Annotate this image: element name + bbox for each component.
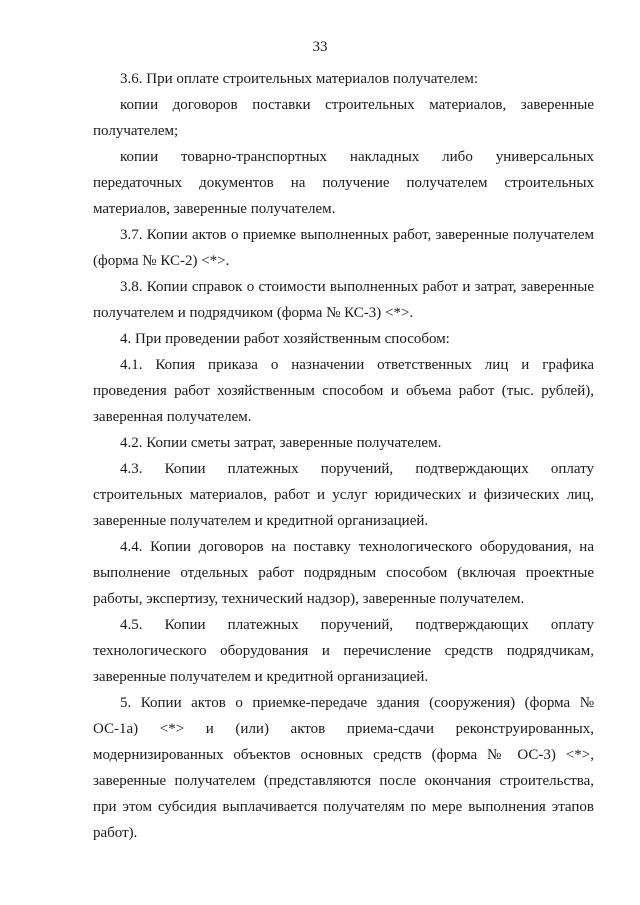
paragraph-4-1: 4.1. Копия приказа о назначении ответственных лиц и графика проведения работ хозяйственным способом и объема работ (тыс. рублей), заверенная получателем. (93, 357, 594, 425)
paragraph-supply-contracts: копии договоров поставки строительных материалов, заверенные получателем; (93, 97, 594, 139)
paragraph-4-5: 4.5. Копии платежных поручений, подтверждающих оплату технологического оборудования и перечисление средств подрядчикам, заверенные получателем и кредитной организацией. (93, 617, 594, 685)
paragraph-3-8: 3.8. Копии справок о стоимости выполненных работ и затрат, заверенные получателем и подрядчиком (форма № КС-3) <*>. (93, 279, 594, 321)
paragraph-4: 4. При проведении работ хозяйственным способом: (120, 331, 450, 347)
paragraph-4-2: 4.2. Копии сметы затрат, заверенные получателем. (120, 435, 442, 451)
paragraph-waybills: копии товарно-транспортных накладных либо универсальных передаточных документов на получение получателем строительных материалов, заверенные получателем. (93, 149, 594, 217)
paragraph-5: 5. Копии актов о приемке-передаче здания (сооружения) (форма № ОС-1а) <*> и (или) актов приема-сдачи реконструированных, модернизированных объектов основных средств (форма № ОС-3) <*>, заверенные получателем (представляются после окончания строительства, при этом субсидия выплачивается получателям по мере выполнения этапов работ). (93, 695, 594, 841)
document-body (93, 66, 594, 846)
paragraph-4-3: 4.3. Копии платежных поручений, подтверждающих оплату строительных материалов, работ и услуг юридических и физических лиц, заверенные получателем и кредитной организацией. (93, 461, 594, 529)
paragraph-3-7: 3.7. Копии актов о приемке выполненных работ, заверенные получателем (форма № КС-2) <*>. (93, 227, 594, 269)
page-number: 33 (312, 39, 328, 55)
paragraph-3-6: 3.6. При оплате строительных материалов получателем: (120, 71, 479, 87)
paragraph-4-4: 4.4. Копии договоров на поставку технологического оборудования, на выполнение отдельных работ подрядным способом (включая проектные работы, экспертизу, технический надзор), заверенные получателем. (93, 539, 594, 607)
